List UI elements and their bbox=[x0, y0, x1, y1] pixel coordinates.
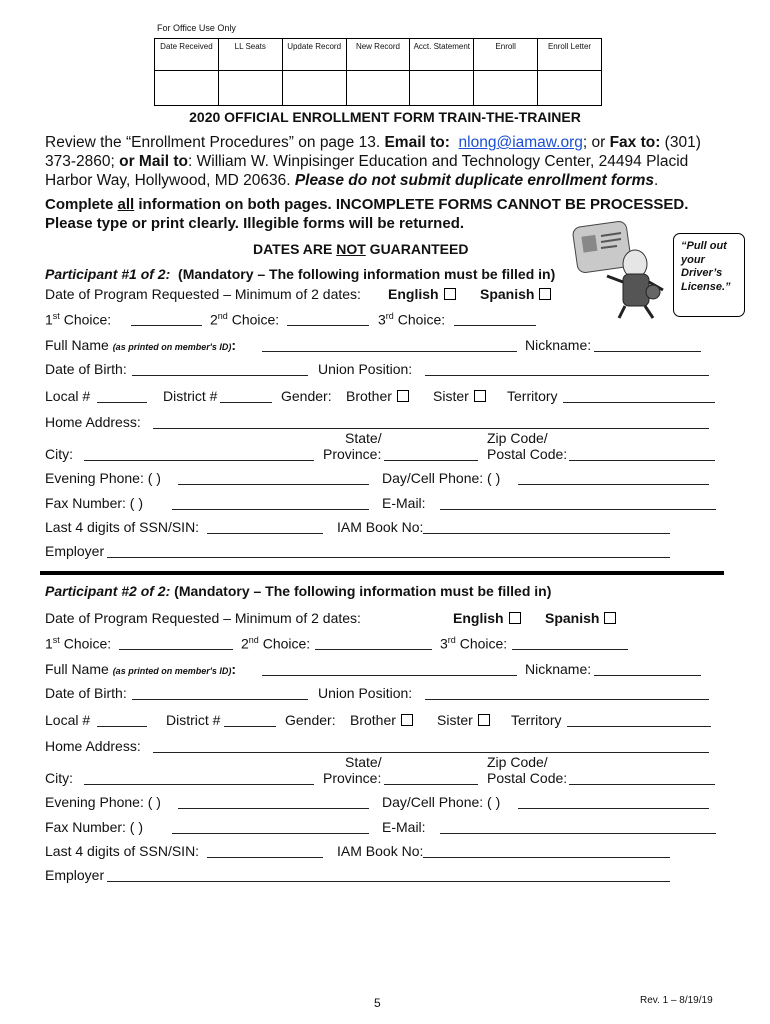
section-divider bbox=[40, 571, 724, 575]
p1-brother-option[interactable]: Brother bbox=[346, 388, 409, 404]
office-use-label: For Office Use Only bbox=[157, 23, 236, 33]
p2-sister-checkbox[interactable] bbox=[478, 714, 490, 726]
p2-email-field[interactable] bbox=[440, 833, 716, 834]
duplicate-warning: Please do not submit duplicate enrollment forms bbox=[294, 172, 654, 189]
p1-choice3-field[interactable] bbox=[454, 325, 536, 326]
p1-brother-checkbox[interactable] bbox=[397, 390, 409, 402]
office-use-table bbox=[154, 38, 602, 106]
fax-number: (301) 373-2860; bbox=[45, 134, 701, 170]
p2-choice2-field[interactable] bbox=[315, 649, 432, 650]
p1-choice3-label: 3rd Choice: bbox=[378, 311, 446, 328]
p1-nickname-label: Nickname: bbox=[525, 337, 592, 353]
p2-day-phone-field[interactable] bbox=[518, 808, 709, 809]
p2-day-phone-label: Day/Cell Phone: ( ) bbox=[382, 794, 501, 810]
p1-date-program-label: Date of Program Requested – Minimum of 2 dates: bbox=[45, 286, 361, 302]
office-cell[interactable] bbox=[474, 71, 538, 106]
p2-fax-label: Fax Number: ( ) bbox=[45, 819, 144, 835]
revision-label: Rev. 1 – 8/19/19 bbox=[640, 995, 713, 1006]
p1-full-name-label: Full Name (as printed on member's ID): bbox=[45, 337, 237, 353]
p1-dob-field[interactable] bbox=[132, 375, 308, 376]
p2-district-label: District # bbox=[166, 712, 221, 728]
p2-evening-phone-field[interactable] bbox=[178, 808, 369, 809]
p1-local-field[interactable] bbox=[97, 402, 147, 403]
p1-city-field[interactable] bbox=[84, 460, 314, 461]
intro-text: Review the “Enrollment Procedures” on page 13. bbox=[45, 134, 385, 151]
p2-iam-book-label: IAM Book No: bbox=[337, 843, 424, 859]
p1-sister-checkbox[interactable] bbox=[474, 390, 486, 402]
p1-sister-option[interactable]: Sister bbox=[433, 388, 486, 404]
complete-warning bbox=[45, 196, 688, 214]
p1-city-label: City: bbox=[45, 446, 73, 462]
p2-union-position-label: Union Position: bbox=[318, 685, 413, 701]
p2-employer-label: Employer bbox=[45, 867, 105, 883]
p2-province-label: Province: bbox=[323, 770, 382, 786]
p2-fax-field[interactable] bbox=[172, 833, 369, 834]
p1-nickname-field[interactable] bbox=[594, 351, 701, 352]
p2-english-option[interactable]: English bbox=[453, 610, 521, 626]
p1-day-phone-field[interactable] bbox=[518, 484, 709, 485]
p2-spanish-checkbox[interactable] bbox=[604, 612, 616, 624]
p1-iam-book-field[interactable] bbox=[423, 533, 670, 534]
p2-territory-label: Territory bbox=[511, 712, 562, 728]
p2-brother-option[interactable]: Brother bbox=[350, 712, 413, 728]
office-col-enroll: Enroll bbox=[474, 39, 538, 71]
p1-full-name-field[interactable] bbox=[262, 351, 517, 352]
p2-choice1-label: 1st Choice: bbox=[45, 635, 112, 652]
p1-heading: Participant #1 of 2: bbox=[45, 266, 171, 282]
dates-text: DATES ARE bbox=[253, 241, 337, 257]
p2-full-name-field[interactable] bbox=[262, 675, 517, 676]
p1-union-position-field[interactable] bbox=[425, 375, 709, 376]
office-col-new-record: New Record bbox=[346, 39, 410, 71]
p2-english-checkbox[interactable] bbox=[509, 612, 521, 624]
p1-iam-book-label: IAM Book No: bbox=[337, 519, 424, 535]
p2-dob-label: Date of Birth: bbox=[45, 685, 127, 701]
p2-date-program-label: Date of Program Requested – Minimum of 2 dates: bbox=[45, 610, 361, 626]
mail-label: or Mail to bbox=[119, 153, 189, 170]
p2-city-field[interactable] bbox=[84, 784, 314, 785]
p1-choice1-label: 1st Choice: bbox=[45, 311, 112, 328]
p2-nickname-field[interactable] bbox=[594, 675, 701, 676]
p2-postal-field[interactable] bbox=[569, 784, 715, 785]
p2-zip-label: Zip Code/ bbox=[487, 754, 548, 770]
p2-city-label: City: bbox=[45, 770, 73, 786]
p1-employer-field[interactable] bbox=[107, 557, 670, 558]
p2-local-label: Local # bbox=[45, 712, 91, 728]
p1-union-position-label: Union Position: bbox=[318, 361, 413, 377]
p1-email-field[interactable] bbox=[440, 509, 716, 510]
p1-english-checkbox[interactable] bbox=[444, 288, 456, 300]
p2-mandatory: (Mandatory – The following information must be filled in) bbox=[174, 583, 552, 599]
drivers-license-callout: “Pull out your Driver’s License.” bbox=[673, 233, 745, 317]
p2-heading-row bbox=[45, 583, 551, 599]
p1-choice1-field[interactable] bbox=[131, 325, 202, 326]
p1-mandatory: (Mandatory – The following information must be filled in) bbox=[178, 266, 556, 282]
p2-nickname-label: Nickname: bbox=[525, 661, 592, 677]
p1-territory-field[interactable] bbox=[563, 402, 715, 403]
office-cell[interactable] bbox=[346, 71, 410, 106]
p2-choice3-label: 3rd Choice: bbox=[440, 635, 508, 652]
p2-local-field[interactable] bbox=[97, 726, 147, 727]
legibility-warning: Please type or print clearly. Illegible forms will be returned. bbox=[45, 215, 465, 232]
p2-email-label: E-Mail: bbox=[382, 819, 426, 835]
p1-choice2-field[interactable] bbox=[287, 325, 369, 326]
office-cell[interactable] bbox=[410, 71, 474, 106]
p1-evening-phone-field[interactable] bbox=[178, 484, 369, 485]
p1-province-field[interactable] bbox=[384, 460, 478, 461]
office-cell[interactable] bbox=[218, 71, 282, 106]
p1-fax-label: Fax Number: ( ) bbox=[45, 495, 144, 511]
p1-district-field[interactable] bbox=[220, 402, 272, 403]
p2-postal-label: Postal Code: bbox=[487, 770, 568, 786]
dates-text: GUARANTEED bbox=[365, 241, 469, 257]
p2-evening-phone-label: Evening Phone: ( ) bbox=[45, 794, 161, 810]
drivers-license-cartoon-icon bbox=[565, 218, 673, 322]
email-label: Email to: bbox=[384, 134, 450, 151]
p1-email-label: E-Mail: bbox=[382, 495, 426, 511]
p1-home-address-label: Home Address: bbox=[45, 414, 141, 430]
p2-heading: Participant #2 of 2: bbox=[45, 583, 171, 599]
p1-evening-phone-label: Evening Phone: ( ) bbox=[45, 470, 161, 486]
p1-dob-label: Date of Birth: bbox=[45, 361, 127, 377]
p2-spanish-option[interactable]: Spanish bbox=[545, 610, 616, 626]
p2-state-label: State/ bbox=[345, 754, 382, 770]
p2-choice1-field[interactable] bbox=[119, 649, 233, 650]
office-col-date-received: Date Received bbox=[155, 39, 219, 71]
p2-ssn-label: Last 4 digits of SSN/SIN: bbox=[45, 843, 200, 859]
p2-home-address-label: Home Address: bbox=[45, 738, 141, 754]
warning-text: information on both pages. INCOMPLETE FORMS CANNOT BE PROCESSED. bbox=[134, 196, 689, 213]
p2-district-field[interactable] bbox=[224, 726, 276, 727]
p1-fax-field[interactable] bbox=[172, 509, 369, 510]
p1-gender-label: Gender: bbox=[281, 388, 332, 404]
p1-zip-label: Zip Code/ bbox=[487, 430, 548, 446]
p1-heading-row bbox=[45, 266, 555, 282]
period: . bbox=[653, 172, 659, 189]
office-col-ll-seats: LL Seats bbox=[218, 39, 282, 71]
p1-postal-field[interactable] bbox=[569, 460, 715, 461]
p1-state-label: State/ bbox=[345, 430, 382, 446]
p2-choice2-label: 2nd Choice: bbox=[241, 635, 311, 652]
intro-text: ; or bbox=[582, 134, 610, 151]
p1-ssn-field[interactable] bbox=[207, 533, 323, 534]
intro-paragraph bbox=[45, 133, 735, 190]
p2-union-position-field[interactable] bbox=[425, 699, 709, 700]
office-cell[interactable] bbox=[282, 71, 346, 106]
dates-not: NOT bbox=[336, 241, 366, 257]
office-col-update-record: Update Record bbox=[282, 39, 346, 71]
english-label: English bbox=[388, 286, 439, 302]
p1-employer-label: Employer bbox=[45, 543, 105, 559]
p2-home-address-field[interactable] bbox=[153, 752, 709, 753]
p2-iam-book-field[interactable] bbox=[423, 857, 670, 858]
p2-ssn-field[interactable] bbox=[207, 857, 323, 858]
page-number: 5 bbox=[374, 996, 381, 1010]
p2-province-field[interactable] bbox=[384, 784, 478, 785]
warning-text: Complete bbox=[45, 196, 118, 213]
office-cell[interactable] bbox=[538, 71, 602, 106]
office-col-enroll-letter: Enroll Letter bbox=[538, 39, 602, 71]
email-link[interactable]: nlong@iamaw.org bbox=[458, 134, 583, 151]
p1-day-phone-label: Day/Cell Phone: ( ) bbox=[382, 470, 501, 486]
p1-spanish-option[interactable] bbox=[480, 286, 551, 302]
p1-province-label: Province: bbox=[323, 446, 382, 462]
p2-dob-field[interactable] bbox=[132, 699, 308, 700]
p2-brother-checkbox[interactable] bbox=[401, 714, 413, 726]
spanish-label: Spanish bbox=[480, 286, 535, 302]
office-col-acct-statement: Acct. Statement bbox=[410, 39, 474, 71]
office-cell[interactable] bbox=[155, 71, 219, 106]
p2-gender-label: Gender: bbox=[285, 712, 336, 728]
p1-home-address-field[interactable] bbox=[153, 428, 709, 429]
form-title: 2020 OFFICIAL ENROLLMENT FORM TRAIN-THE-TRAINER bbox=[189, 109, 581, 125]
p1-choice2-label: 2nd Choice: bbox=[210, 311, 280, 328]
mail-address: : William W. Winpisinger Education and Technology Center, 24494 Placid Harbor Way, Hollywood, MD 20636. bbox=[45, 153, 689, 189]
dates-not-guaranteed bbox=[253, 241, 468, 257]
p2-employer-field[interactable] bbox=[107, 881, 670, 882]
p1-territory-label: Territory bbox=[507, 388, 558, 404]
p2-full-name-label: Full Name (as printed on member's ID): bbox=[45, 661, 237, 677]
p1-postal-label: Postal Code: bbox=[487, 446, 568, 462]
p2-choice3-field[interactable] bbox=[512, 649, 628, 650]
p1-local-label: Local # bbox=[45, 388, 91, 404]
p2-territory-field[interactable] bbox=[567, 726, 711, 727]
p1-english-option[interactable] bbox=[388, 286, 456, 302]
warning-all: all bbox=[117, 196, 135, 213]
p1-district-label: District # bbox=[163, 388, 218, 404]
p1-ssn-label: Last 4 digits of SSN/SIN: bbox=[45, 519, 200, 535]
fax-label: Fax to: bbox=[609, 134, 661, 151]
p1-spanish-checkbox[interactable] bbox=[539, 288, 551, 300]
p2-sister-option[interactable]: Sister bbox=[437, 712, 490, 728]
